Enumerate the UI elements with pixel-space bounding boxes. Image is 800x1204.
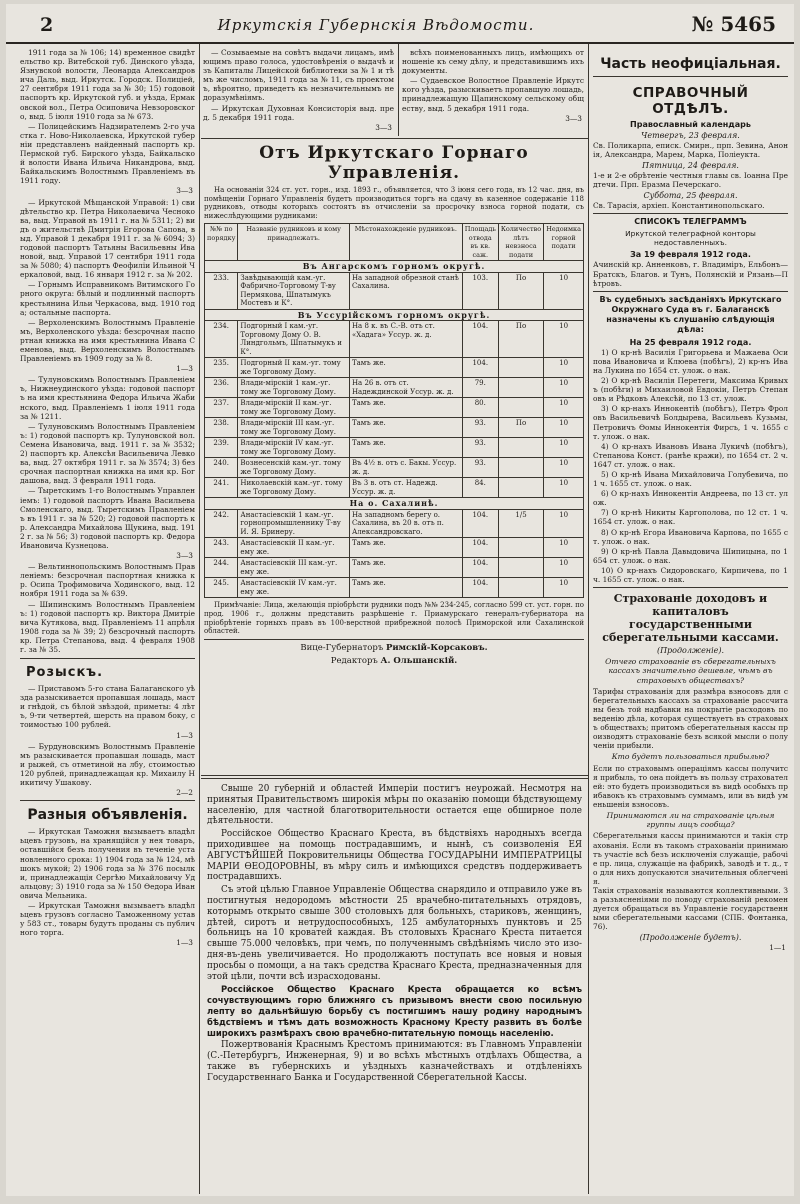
section-rule [593,213,788,214]
mine-area: 103. [462,272,498,309]
col-due: Недоимка горной подати [544,224,584,261]
ravnye-heading: Разныя объявленія. [27,807,188,824]
mine-number: 241. [205,478,238,498]
notice-paragraph: — Иркутской Мѣщанской Управой: 1) свидѣтельство кр. Петра Николаевича Чеснокова, выд. Управой въ 1911 г. на № 5311; 2) видъ о жительствѣ Дмитрія Егорова Сапова, выд. Управой 1 декабря 1911 г. за № 6094; 3) годовой паспортъ Татьяны Васильевны Ивановой, выд. Управой 17 сентября 1911 года за № 5080; 4) паспортъ Феофиліи Ильиной Черкаловой, выд. 16 января 1912 г. за № 202. [20,197,195,280]
telegrams-heading: СПИСОКЪ ТЕЛЕГРАММЪ [634,217,747,227]
rozysk-section [20,684,195,797]
mine-name: Влади-мірскій III кам.-уг. тому же Торговому Дому. [238,418,350,438]
mine-number: 233. [205,272,238,309]
mine-due: 10 [544,478,584,498]
vice-governor-label: Вице-Губернаторъ [300,642,384,653]
okrug-title: Въ Ангарскомъ горномъ округѣ. [205,261,584,273]
mine-number: 237. [205,398,238,418]
col-place: Мѣстонахожденіе рудниковъ. [349,224,462,261]
mine-years [498,458,543,478]
court-date: На 25 февраля 1912 года. [629,337,752,347]
calendar-text: Св. Поликарпа, еписк. Смирн., прп. Зевина, Анонія, Александра, Мареы, Марка, Поліеукта. [593,141,788,160]
mine-years [498,358,543,378]
mine-row [205,458,584,478]
mine-area: 104. [462,358,498,378]
insurance-answer: Такія страхованія называются коллективными. За разъясненіями по поводу страхованій рекомендуется обращаться въ Управленіе государственными сберегательными кассами (СПБ. Фонтанка, 76). [593,886,788,932]
mine-years [498,398,543,418]
calendar-text: Св. Тарасія, архіеп. Константинопольскаго. [593,201,765,211]
notice-paragraph: — Тыретскимъ 1-го Волостнымъ Управленіемъ: 1) годовой паспортъ Ивана Васильева Смоленскаго, выд. Тыретскимъ Правленіемъ въ 1911 г. за № 520; 2) годовой паспортъ кр. Александра Михайлова Щукина, выд. 1912 г. за № 56; 3) годовой паспортъ кр. Федора Ивановича Кузнецова. [20,486,195,550]
mine-place: Тамъ же. [349,538,462,558]
mine-place: Въ 4½ в. отъ с. Бакы. Уссур. ж. д. [349,458,462,478]
mine-area: 84. [462,478,498,498]
vice-governor-name: Римскій-Корсаковъ. [385,642,488,653]
mine-due: 10 [544,509,584,538]
center-top-right [402,48,584,136]
center-top-paragraph: всѣхъ поименованныхъ лицъ, имѣющихъ отношеніе къ сему дѣлу, и представившимъ ихъ документы. [402,48,584,76]
mine-row [205,321,584,358]
mine-row [205,558,584,578]
insurance-sub: (Продолженіе). [656,646,725,656]
mine-area: 104. [462,578,498,598]
mine-name: Влади-мірскій 1 кам.-уг. тому же Торговому Дому. [238,378,350,398]
section-rule [593,587,788,588]
center-top-paragraph: — Созываемые на совѣтъ выдачи лицамъ, имѣющимъ право голоса, удостовѣренія о выдачѣ изъ Капиталы Лицейской библиотеки за № 1 и тѣмъ же числомъ, 1911 года за № 11, съ проектомъ, вѣроятно, приведетъ къ незначительнымъ недоразумѣніямъ. [203,48,394,103]
mine-area: 93. [462,418,498,438]
mine-name: Анастасіевскій 1 кам.-уг. горнопромышленнику Т-ву И. Я. Бринеру. [238,509,350,538]
center-top-paragraph: — Иркутская Духовная Консисторія выд. пред. 5 декабря 1911 года. [203,103,394,122]
red-cross-appeal [207,784,582,1194]
section-rule [593,76,788,77]
ravnye-paragraph: — Иркутская Таможня вызываетъ владѣльцевъ грузовъ согласно Таможенному уставу 583 ст., товары будутъ проданы съ публичного торга. [20,900,195,938]
issue-number: № 5465 [691,12,776,36]
mine-due: 10 [544,378,584,398]
notice-paragraph: — Тулуновскимъ Волостнымъ Правленіемъ, Нижнеудинского уѣзда: годовой паспортъ на имя крестьянина Федора Ильича Жабинского, выд. Правленіемъ 1 іюля 1911 года за № 1211. [20,375,195,421]
appeal-paragraph: Свыше 20 губерній и областей Имперіи постигъ неурожай. Несмотря на принятыя Правительствомъ широкія мѣры по оказанію помощи бѣдствующему населенію, для частной благотворительности остается еще обширное поле дѣятельности. [207,784,582,827]
okrug-title: На о. Сахалинѣ. [205,498,584,510]
mine-due: 10 [544,538,584,558]
mine-years: По [498,272,543,309]
okrug-row [205,309,584,321]
editor-label: Редакторъ [330,655,378,666]
mine-row [205,272,584,309]
appeal-paragraph: Съ этой цѣлью Главное Управленіе Общества снарядило и отправило уже въ постигнутыя недородомъ мѣстности 25 врачебно-питательныхъ отрядовъ, которымъ открыто свыше 300 столовыхъ для больныхъ, стариковъ, женщинъ, дѣтей, сиротъ и нетрудоспособныхъ, 125 амбулаторныхъ пунктовъ и 25 больницъ на 10 кроватей каждая. Въ столовыхъ Краснаго Креста питается свыше 75.000 человѣкъ, при чемъ, по полученнымъ свѣдѣніямъ число это изо-дня-въ-день увеличивается. Но продолжаютъ поступать все новыя и новыя просьбы о помощи, а на такъ средства Краснаго Креста, предназначенныя для этой цѣли, почти всѣ израсходованы. [207,885,582,982]
ravnye-section [20,827,195,947]
insurance-answer: Если по страховымъ операціямъ кассы получится прибыль, то она пойдетъ въ пользу страхователей: это будетъ производиться въ видѣ особыхъ прибавокъ къ страховымъ суммамъ, или въ видѣ уменьшенія взносовъ. [593,763,788,809]
mine-due: 10 [544,458,584,478]
mine-place: На 8 к. въ С.-В. отъ ст. «Хадага» Уссур. ж. д. [349,321,462,358]
notice-paragraph: — Шипинскимъ Волостнымъ Правленіемъ: 1) годовой паспортъ кр. Виктора Дмитріевича Кутякова, выд. Правленіемъ 11 апрѣля 1908 года за № 39; 2) безсрочный паспортъ кр. Петра Степанова, выд. 4 февраля 1908 г. за № 35. [20,599,195,654]
column-rule [588,44,589,1194]
center-top-left [203,48,394,136]
col-area: Площадь отвода въ кв. саж. [462,224,498,261]
col-name: Названіе рудниковъ и кому принадлежатъ. [238,224,350,261]
calendar-heading: Православный календарь [630,120,751,129]
reference-heading: СПРАВОЧНЫЙ ОТДѢЛЪ. [632,85,749,117]
page-number: 2 [40,14,54,36]
mine-number: 245. [205,578,238,598]
telegrams-subheading: Иркутской телеграфной конторы недоставленныхъ. [625,229,756,248]
notice-signature: 1—3 [176,730,193,740]
court-case: 4) О кр-нахъ Ивановъ Ивана Лукичѣ (побѣгъ), Степанова Конст. (ранѣе кражи), по 1654 ст. 2 ч. 1647 ст. улож. о нак. [593,441,788,469]
telegrams-date: За 19 февраля 1912 года. [630,250,751,260]
editor-line [204,656,584,666]
mine-row [205,398,584,418]
section-rule [201,778,588,779]
mine-years [498,538,543,558]
mine-due: 10 [544,272,584,309]
mine-place: Тамъ же. [349,358,462,378]
court-case: 9) О кр-нѣ Павла Давыдовича Шипицына, по 1654 ст. улож. о нак. [593,546,788,565]
court-case: 10) О кр-нахъ Сидоровскаго, Кирпичева, по 1 ч. 1655 ст. улож. о нак. [593,565,788,584]
notice-signature: 1—1 [769,943,786,953]
mine-years: По [498,321,543,358]
calendar-day: Четвергъ, 23 февраля. [641,131,740,140]
insurance-answer: Сберегательныя кассы принимаются и такія страхованія. Если въ такомъ страхованіи принимаютъ участіе всѣ безъ исключенія служащіе, рабочіе пр. лица, служащіе на фабрикѣ, заводѣ и т. д., то для нихъ допускаются значительныя облегченія. [593,831,788,886]
mine-number: 244. [205,558,238,578]
mine-name: Влади-мірскій II кам.-уг. тому же Торговому Дому. [238,398,350,418]
mine-years [498,438,543,458]
court-case: 8) О кр-нѣ Егора Ивановича Карпова, по 1655 ст. улож. о нак. [593,527,788,546]
mine-years [498,378,543,398]
court-case: 2) О кр-нѣ Василія Перетеги, Максима Кривыхъ (побѣги) и Михаиловой Евдокіи, Петръ Степановъ и Рѣдковъ Алексѣй, по 13 ст. улож. [593,376,788,404]
mine-area: 93. [462,438,498,458]
court-case: 3) О кр-нахъ Иннокентіѣ (побѣгъ), Петръ Фроловъ Васильевичѣ Болдырева, Васильевъ Кузьмы, Петровичъ Ѳомы Иннокентія Фирсъ, 1 ч. 1655 ст. улож. о нак. [593,404,788,441]
section-rule [204,639,584,640]
mine-row [205,378,584,398]
mine-area: 93. [462,458,498,478]
mine-number: 234. [205,321,238,358]
mines-table [204,223,584,598]
mine-due: 10 [544,578,584,598]
mine-due: 10 [544,558,584,578]
mine-row [205,578,584,598]
mine-area: 104. [462,538,498,558]
notice-signature: 1—3 [176,364,193,374]
insurance-tail: (Продолженіе будетъ). [639,933,742,943]
mine-number: 242. [205,509,238,538]
mine-due: 10 [544,358,584,378]
newspaper-title: Иркутскія Губернскія Вѣдомости. [217,16,535,34]
court-case: 1) О кр-нѣ Василія Григорьева и Мажаева Осипова Ивановича и Клюева (побѣгъ), 2) кр-нъ Ивана Лукина по 1654 ст. улож. о нак. [593,347,788,375]
mine-row [205,358,584,378]
page-header [6,4,794,44]
court-case: 7) О кр-нѣ Никиты Каргополова, по 12 ст. 1 ч. 1654 ст. улож. о нак. [593,508,788,527]
mine-name: Влади-мірскій IV кам.-уг. тому же Торговому Дому. [238,438,350,458]
mine-number: 238. [205,418,238,438]
okrug-row [205,498,584,510]
section-rule [20,658,195,659]
mine-number: 240. [205,458,238,478]
okrug-row [205,261,584,273]
mine-place: Въ 3 в. отъ ст. Надежд. Уссур. ж. д. [349,478,462,498]
insurance-question: Отчего страхованіе въ сберегательныхъ кассахъ значительно дешевле, чѣмъ въ страховыхъ обществахъ? [605,657,776,685]
col-number: №№ по порядку [205,224,238,261]
insurance-question: Кто будетъ пользоваться прибылью? [611,752,770,762]
mine-name: Анастасіевскій III кам.-уг. ему же. [238,558,350,578]
notice-signature: 3—3 [375,122,392,132]
editor-name: А. Ольшанскій. [380,655,458,666]
mine-name: Вознесенскій кам.-уг. тому же Торговому Дому. [238,458,350,478]
mine-row [205,418,584,438]
col-years: Количество лѣтъ невзноса подати [498,224,543,261]
right-column [593,46,788,1194]
appeal-paragraph: Пожертвованія Краснымъ Крестомъ принимаются: въ Главномъ Управленіи (С.-Петербургъ, Инженерная, 9) и во всѣхъ мѣстныхъ отдѣлахъ Общества, а также въ губернскихъ и уѣздныхъ казначействахъ и отдѣленіяхъ Государственнаго Банка и Государственной Сберегательной Кассы. [207,1040,582,1083]
column-rule [199,44,200,1194]
rozysk-heading: Розыскъ. [26,665,104,681]
mine-row [205,438,584,458]
insurance-heading: Страхованіе доходовъ и капиталовъ государственными сберегательными кассами. [602,592,779,645]
mine-name: Подгорный I кам.-уг. Торговому Дому О. В. Линдгольмъ, Шпатымукъ и К°. [238,321,350,358]
mine-years [498,578,543,598]
notice-paragraph: — Горнымъ Исправникомъ Витимского Горного округа: бѣлый и подлинный паспортъ крестьянина Ильи Черкасова, выд. 1910 года; остальные паспорта. [20,280,195,317]
section-rule [201,775,588,776]
section-rule [593,291,788,292]
mine-place: Тамъ же. [349,398,462,418]
mine-years: 1/5 [498,509,543,538]
court-heading: Въ судебныхъ засѣданіяхъ Иркутскаго Окружнаго Суда въ г. Балаганскѣ назначены къ слушанію слѣдующія дѣла: [599,294,782,334]
mine-place: На западномъ берегу о. Сахалина, въ 20 в. отъ п. Александровскаго. [349,509,462,538]
ravnye-paragraph: — Иркутская Таможня вызываетъ владѣльцевъ грузовъ, на хранящійся у нея товаръ, оставшійся безъ получения въ теченіе установленного срока: 1) 1904 года за № 124, мѣшокъ мукой; 2) 1906 года за № 376 посылки, принадлежащія Сергѣю Михайловичу Удальцову; 3) 1910 года за № 150 Ѳедора Ивановича Мельника. [20,827,195,900]
mine-place: На западной обрезной станѣ Сахалина. [349,272,462,309]
left-column [20,48,195,1194]
notice-paragraph: — Полицейскимъ Надзирателемъ 2-го участка г. Ново-Николаевска, Иркутской губерніи представленъ найденный паспортъ кр. Пермской губ. Бирского уѣзда, Байкальской волости Ивана Ильича Никандрова, выд. Байкальскимъ Волостнымъ Правленіемъ въ 1911 году. [20,121,195,186]
notice-paragraph: — Тулуновскимъ Волостнымъ Правленіемъ: 1) годовой паспортъ кр. Тулуновской вол. Семена Ивановича, выд. 1911 г. за № 3532; 2) паспортъ кр. Алексѣя Васильевича Левкова, выд. 27 октября 1911 г. за № 3574; 3) безсрочная паспортная книжка на имя кр. Богдашова, выд. 3 февраля 1911 года. [20,421,195,486]
calendar-text: 1-е и 2-е обрѣтеніе честныя главы св. Іоанна Предтечи. Прп. Еразма Печерскаго. [593,171,788,190]
notices-lost-documents [20,48,195,654]
mine-name: Анастасіевскій IV кам.-уг. ему же. [238,578,350,598]
mine-number: 236. [205,378,238,398]
mine-name: Николаевскій кам.-уг. тому же Торговому Дому. [238,478,350,498]
column-rule [398,44,399,136]
court-case: 6) О кр-нахъ Иннокентія Андреева, по 13 ст. улож. [593,489,788,508]
center-top-paragraph: — Судаевское Волостное Правленіе Иркутского уѣзда, разыскиваетъ пропавшую лошадь, принадлежащую Щапинскому сельскому обществу, выд. 5 декабря 1911 года. [402,76,584,113]
mining-intro: На основаніи 324 ст. уст. горн., изд. 1893 г., объявляется, что 3 іюня сего года, въ 12 час. дня, въ помѣщеніи Горнаго Управленія будетъ производиться торгъ на сдачу въ казенное содержаніе 118 рудниковъ, отводы которыхъ состоятъ въ отчисленіи за просрочку взноса горной подати, съ нижеслѣдующими рудниками: [204,186,584,220]
telegrams-text: Ачинскій кр. Анненковъ, г. Владиміръ, Ельбонъ—Братскъ, Благов. и Тунъ, Полянскій и Рязань—Пѣтровъ. [593,260,788,288]
mine-due: 10 [544,398,584,418]
mine-number: 235. [205,358,238,378]
mine-years [498,478,543,498]
mine-area: 104. [462,321,498,358]
mine-area: 104. [462,509,498,538]
notice-signature: 3—3 [176,186,193,196]
appeal-paragraph: Россійское Общество Краснаго Креста, въ бѣдствіяхъ народныхъ всегда приходившее на помощь пострадавшимъ, и нынѣ, съ соизволенія ЕЯ АВГУСТѢЙШЕЙ Покровительницы Общества ГОСУДАРЫНИ ИМПЕРАТРИЦЫ МАРІИ ѲЕОДОРОВНЫ, въ мѣру силъ и имѣющихся средствъ поддерживаетъ пострадавшихъ. [207,829,582,883]
mine-place: Тамъ же. [349,558,462,578]
mine-area: 80. [462,398,498,418]
okrug-title: Въ Уссурійскомъ горномъ округѣ. [205,309,584,321]
mine-years [498,558,543,578]
mine-place: Тамъ же. [349,418,462,438]
section-rule [20,800,195,801]
notice-paragraph: 1911 года за № 106; 14) временное свидѣтельство кр. Витебской губ. Динского уѣзда, Язнувской волости, Леонарда Александровича Даль, выд. Иркутск. Городск. Полиціей, 27 сентября 1911 года за № 30; 15) годовой паспортъ кр. Иркутской губ. и уѣзда, Ермаковской вол., Петра Осиповича Невзоровского, выд. 5 іюля 1910 года за № 673. [20,48,195,121]
rozysk-paragraph: — Бурдуновскимъ Волостнымъ Правленіемъ разыскивается пропавшая лошадь, масти рыжей, съ отметиной на лбу, стоимостью 120 рублей, принадлежащая кр. Михаилу Никитичу Ушакову. [20,741,195,788]
newspaper-page [6,4,794,1196]
mine-name: Подгорный II кам.-уг. тому же Торговому Дому. [238,358,350,378]
notice-signature: 2—2 [176,788,193,798]
vice-governor-line [204,643,584,653]
insurance-answer: Тарифы страхованія для размѣра взносовъ для сберегательныхъ кассахъ за страхованіе рассчитаны безъ той надбавки на покрытіе расходовъ по веденію дѣла, которая существуетъ въ страховыхъ обществахъ; притомъ сберегательныя кассы производятъ страхованіе безъ всякой мысли о полученіи прибыли. [593,686,788,751]
mines-table-header [205,224,584,261]
unofficial-part-heading: Часть неофиціальная. [600,56,781,72]
mine-row [205,509,584,538]
mine-row [205,538,584,558]
mine-name: Анастасіевскій II кам.-уг. ему же. [238,538,350,558]
mine-number: 243. [205,538,238,558]
mining-note: Примѣчаніе: Лица, желающія пріобрѣсти рудники подъ №№ 234-245, согласно 599 ст. уст. горн. по прод. 1906 г., должны представить разрѣшеніе г. Приамурскаго генералъ-губернатора на пріобрѣтеніе горныхъ правъ въ 100-верстной прибрежной полосѣ Приморской или Сахалинской областей. [204,601,584,636]
notice-paragraph: — Верхоленскимъ Волостнымъ Правленіемъ, Верхоленского уѣзда: безсрочная паспортная книжка на имя крестьянина Ивана Семенова, выд. Верхоленскимъ Волостнымъ Правленіемъ въ 1909 году за № 8. [20,317,195,364]
mining-section [204,140,584,740]
rozysk-paragraph: — Приставомъ 5-го стана Балаганского уѣзда разыскивается пропавшая лошадь, масти гнѣдой, съ бѣлой звѣздой, приметы: 4 лѣтъ, 9-ти четвертей, шерсть на правом боку, стоимостью 100 рублей. [20,684,195,730]
notice-signature: 1—3 [176,938,193,948]
calendar-day: Пятница, 24 февраля. [642,161,739,171]
notice-paragraph: — Вельтиннопольскимъ Волостнымъ Правленіемъ: безсрочная паспортная книжка кр. Осипа Трофимовича Ходинского, выд. 12 ноября 1911 года за № 639. [20,562,195,599]
calendar-day: Суббота, 25 февраля. [643,191,738,201]
court-list [593,348,788,584]
notice-signature: 3—3 [565,113,582,123]
mine-area: 104. [462,558,498,578]
mine-due: 10 [544,418,584,438]
insurance-question: Принимаются ли на страхованіе цѣлыя группы лицъ сообща? [606,811,775,830]
court-case: 5) О кр-нѣ Ивана Михайловича Голубевича, по 1 ч. 1655 ст. улож. о нак. [593,469,788,489]
mine-area: 79. [462,378,498,398]
mine-row [205,478,584,498]
section-rule [201,138,588,139]
mine-years: По [498,418,543,438]
mine-place: На 26 в. отъ ст. Надеждинской Уссур. ж. д. [349,378,462,398]
mining-heading: Отъ Иркутскаго Горнаго Управленія. [259,143,529,183]
appeal-bold-paragraph: Россійское Общество Краснаго Креста обращается ко всѣмъ сочувствующимъ горю ближняго съ призывомъ внести свою посильную лепту во дальнѣйшую борьбу съ постигшимъ нашу родину народнымъ бѣдствіемъ и тѣмъ дать возможность Красному Кресту развить въ болѣе широкихъ размѣрахъ свою врачебно-питательную помощь населенію. [207,984,582,1038]
mine-due: 10 [544,438,584,458]
notice-signature: 3—3 [176,551,193,561]
mine-number: 239. [205,438,238,458]
mine-due: 10 [544,321,584,358]
mine-name: Завѣдывающій кам.-уг. Фабрично-Торговому Т-ву Пермякова, Шпатымукъ Мостевъ и К°. [238,272,350,309]
mine-place: Тамъ же. [349,578,462,598]
mine-place: Тамъ же. [349,438,462,458]
